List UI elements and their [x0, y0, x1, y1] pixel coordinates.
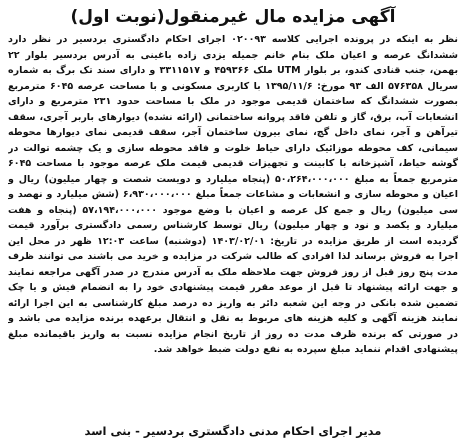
- notice-body: نظر به اینکه در پرونده اجرایی کلاسه ۰۲۰۰۹۳ اجرای احکام دادگستری بردسیر در نظر دارد ششدانگ عرصه و اعیان ملک بنام خانم جمیله یزدی زاده باغینی به آدرس بردسیر بلوار ۲۲ بهمن، جنب قنادی کندو، بر بلوار UTM ملک ۴۵۹۳۶۶ و ۳۳۱۱۵۱۷ و دارای سند تک برگ به شماره سریال ۵۷۶۳۵۸ الف ۹۳ مورخ: ۱۳۹۵/۱۱/۶ با کاربری مسکونی و با مساحت عرصه ۶۰۴۵ مترمربع بصورت ششدانگ که ساختمان قدیمی موجود در ملک با مساحت حدود ۲۳۱ مترمربع و دارای انشعابات آب، برق، گاز و تلفن فاقد پروانه ساختمانی (ارائه نشده) دیوارهای باربر آجری، سقف تیرآهن و آجر، نمای داخل گچ، نمای بیرون ساختمان آجر، سقف قدیمی نمای دیوارها محوطه سیمانی، کف محوطه موزائیک دارای حیاط خلوت و فاقد محوطه سازی و یک چشمه توالت در گوشه حیاط، آشپزخانه با کابینت و تجهیزات قدیمی قیمت ملک عرصه موجود با مساحت ۶۰۴۵ مترمربع جمعاً به مبلغ ۵۰،۲۶۴،۰۰۰،۰۰۰ (پنجاه میلیارد و دویست شصت و چهار میلیون) ریال و اعیان و محوطه سازی و انشعابات و مشاعات جمعاً مبلغ ۶،۹۳۰،۰۰۰،۰۰۰ (شش میلیارد و نهصد و سی میلیون) ریال و جمع کل عرصه و اعیان با وضع موجود ۵۷،۱۹۴،۰۰۰،۰۰۰ (پنجاه و هفت میلیارد و یکصد و نود و چهار میلیون) ریال توسط کارشناس رسمی دادگستری برآورد قیمت گردیده است از طریق مزایده در تاریخ: ۱۴۰۳/۰۲/۰۱ (دوشنبه) ساعت ۱۲:۰۳ ظهر در محل این اجرا به فروش برساند لذا افرادی که طالب شرکت در مزایده و خرید می باشند می توانند ظرف مدت پنج روز قبل از روز فروش جهت ملاحظه ملک به آدرس مندرج در صدر آگهی مراجعه نمایند و جهت ارائه پیشنهاد تا قبل از موعد مقرر قیمت پیشنهادی خود را به انضمام فیش و یا چک تضمین شده بانکی در وجه این شعبه دائر به واریز ده درصد مبلغ کارشناسی به این اجرا ارائه نمایند هزینه آگهی و کلیه هزینه های مربوط به نقل و انتقال برعهده برنده مزایده می باشد و در صورتی که برنده ظرف مدت ده روز از تاریخ انجام مزایده نسبت به واریز باقیمانده مبلغ پیشنهادی اقدام ننماید مبلغ سپرده به نفع دولت ضبط خواهد شد.: [8, 34, 458, 355]
- notice-title: آگهی مزایده مال غیرمنقول(نوبت اول): [70, 7, 396, 27]
- notice-signature: مدیر اجرای احکام مدنی دادگستری بردسیر - بنی اسد: [84, 424, 382, 438]
